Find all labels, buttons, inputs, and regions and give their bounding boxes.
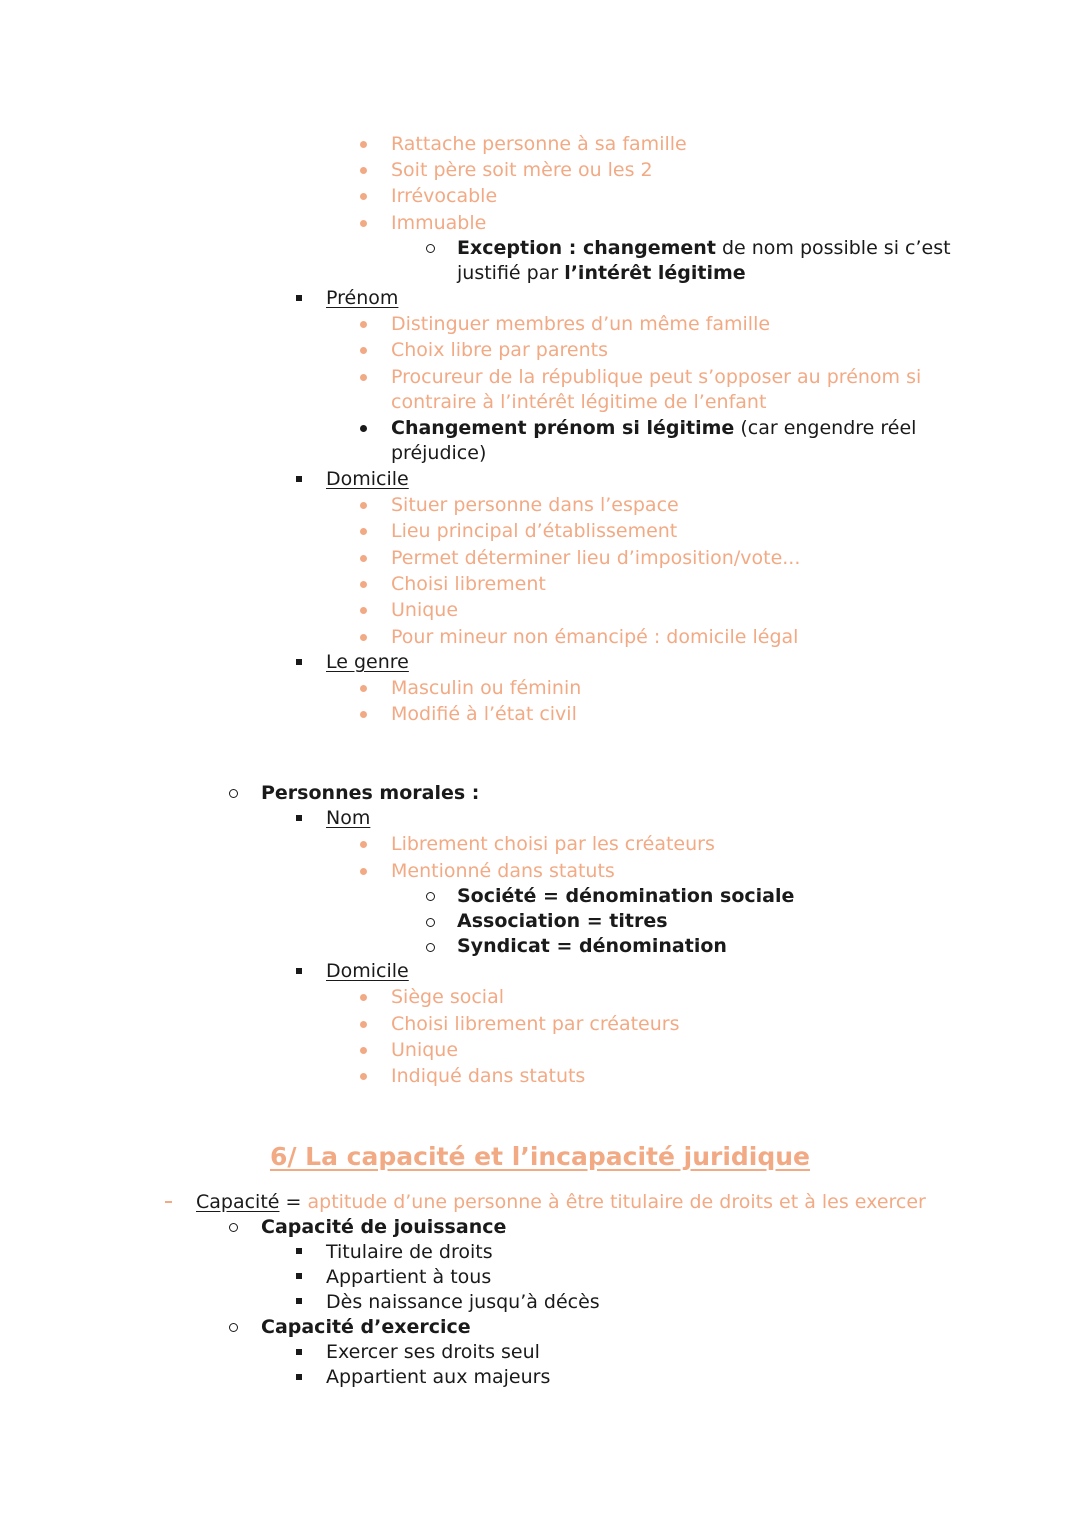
list-item: Unique [391,599,459,621]
list-item: Société = dénomination sociale [457,885,795,907]
changement-line-2: préjudice) [391,442,487,464]
bullet-dot [360,634,367,641]
bullet-dot [360,347,367,354]
heading-prenom: Prénom [326,287,399,309]
bullet-dot [360,425,367,432]
exception-line [457,236,951,260]
list-item: Mentionné dans statuts [391,860,615,882]
list-item: Association = titres [457,910,668,932]
changement-bold: Changement prénom si légitime [391,417,735,439]
list-item: Immuable [391,212,487,234]
list-item: Choisi librement [391,573,546,595]
list-item-cont: contraire à l’intérêt légitime de l’enfant [391,391,767,413]
changement-line [391,416,916,440]
list-item: Exercer ses droits seul [326,1341,540,1363]
list-item: Dès naissance jusqu’à décès [326,1291,600,1313]
capacite-definition [196,1190,926,1214]
exception-line2-pre: justifié par [457,262,565,284]
bullet-dot [360,1047,367,1054]
list-item: Appartient à tous [326,1266,492,1288]
changement-rest: (car engendre réel [734,417,917,439]
circle-bullet [426,892,435,901]
dash-bullet [165,1201,172,1203]
square-bullet [296,1298,302,1304]
list-item: Procureur de la république peut s’opposer au prénom si [391,366,922,388]
circle-bullet [426,244,435,253]
bullet-dot [360,528,367,535]
bullet-dot [360,841,367,848]
list-item: Situer personne dans l’espace [391,494,679,516]
heading-exercice: Capacité d’exercice [261,1316,471,1338]
list-item: Librement choisi par les créateurs [391,833,715,855]
list-item: Lieu principal d’établissement [391,520,678,542]
exception-line2-bold: l’intérêt légitime [564,262,746,284]
bullet-dot [360,374,367,381]
list-item: Indiqué dans statuts [391,1065,586,1087]
heading-domicile: Domicile [326,468,409,490]
square-bullet [296,1374,302,1380]
exception-line-2 [457,261,746,285]
bullet-dot [360,607,367,614]
list-item: Choix libre par parents [391,339,608,361]
square-bullet [296,1248,302,1254]
bullet-dot [360,711,367,718]
list-item: Distinguer membres d’un même famille [391,313,771,335]
capacite-def: aptitude d’une personne à être titulaire de droits et à les exercer [307,1191,926,1213]
square-bullet [296,1349,302,1355]
bullet-dot [360,1073,367,1080]
list-item: Titulaire de droits [326,1241,493,1263]
bullet-dot [360,141,367,148]
circle-bullet [229,789,238,798]
bullet-dot [360,685,367,692]
square-bullet [296,295,302,301]
list-item: Unique [391,1039,459,1061]
bullet-dot [360,220,367,227]
circle-bullet [426,918,435,927]
exception-mid: de nom possible si c’est [715,237,951,259]
square-bullet [296,659,302,665]
list-item: Siège social [391,986,504,1008]
bullet-dot [360,581,367,588]
capacite-term: Capacité [196,1191,280,1213]
bullet-dot [360,167,367,174]
section-title [0,1142,1080,1171]
square-bullet [296,1273,302,1279]
square-bullet [296,476,302,482]
bullet-dot [360,193,367,200]
heading-jouissance: Capacité de jouissance [261,1216,507,1238]
bullet-dot [360,555,367,562]
list-item: Choisi librement par créateurs [391,1013,680,1035]
list-item: Appartient aux majeurs [326,1366,551,1388]
list-item: Syndicat = dénomination [457,935,727,957]
list-item: Rattache personne à sa famille [391,133,687,155]
heading-personnes-morales: Personnes morales : [261,782,480,804]
bullet-dot [360,321,367,328]
capacite-eq: = [279,1191,308,1213]
heading-pm-domicile: Domicile [326,960,409,982]
bullet-dot [360,994,367,1001]
exception-label: Exception [457,237,563,259]
bullet-dot [360,868,367,875]
list-item: Modifié à l’état civil [391,703,577,725]
circle-bullet [229,1223,238,1232]
exception-key: changement [583,237,716,259]
list-item: Soit père soit mère ou les 2 [391,159,653,181]
list-item: Masculin ou féminin [391,677,582,699]
circle-bullet [426,943,435,952]
square-bullet [296,968,302,974]
section-title-text: 6/ La capacité et l’incapacité juridique [269,1142,811,1171]
list-item: Pour mineur non émancipé : domicile légal [391,626,799,648]
list-item: Irrévocable [391,185,498,207]
bullet-dot [360,1021,367,1028]
circle-bullet [229,1323,238,1332]
exception-sep: : [562,237,583,259]
square-bullet [296,815,302,821]
list-item: Permet déterminer lieu d’imposition/vote... [391,547,801,569]
heading-pm-nom: Nom [326,807,371,829]
bullet-dot [360,502,367,509]
heading-genre: Le genre [326,651,409,673]
